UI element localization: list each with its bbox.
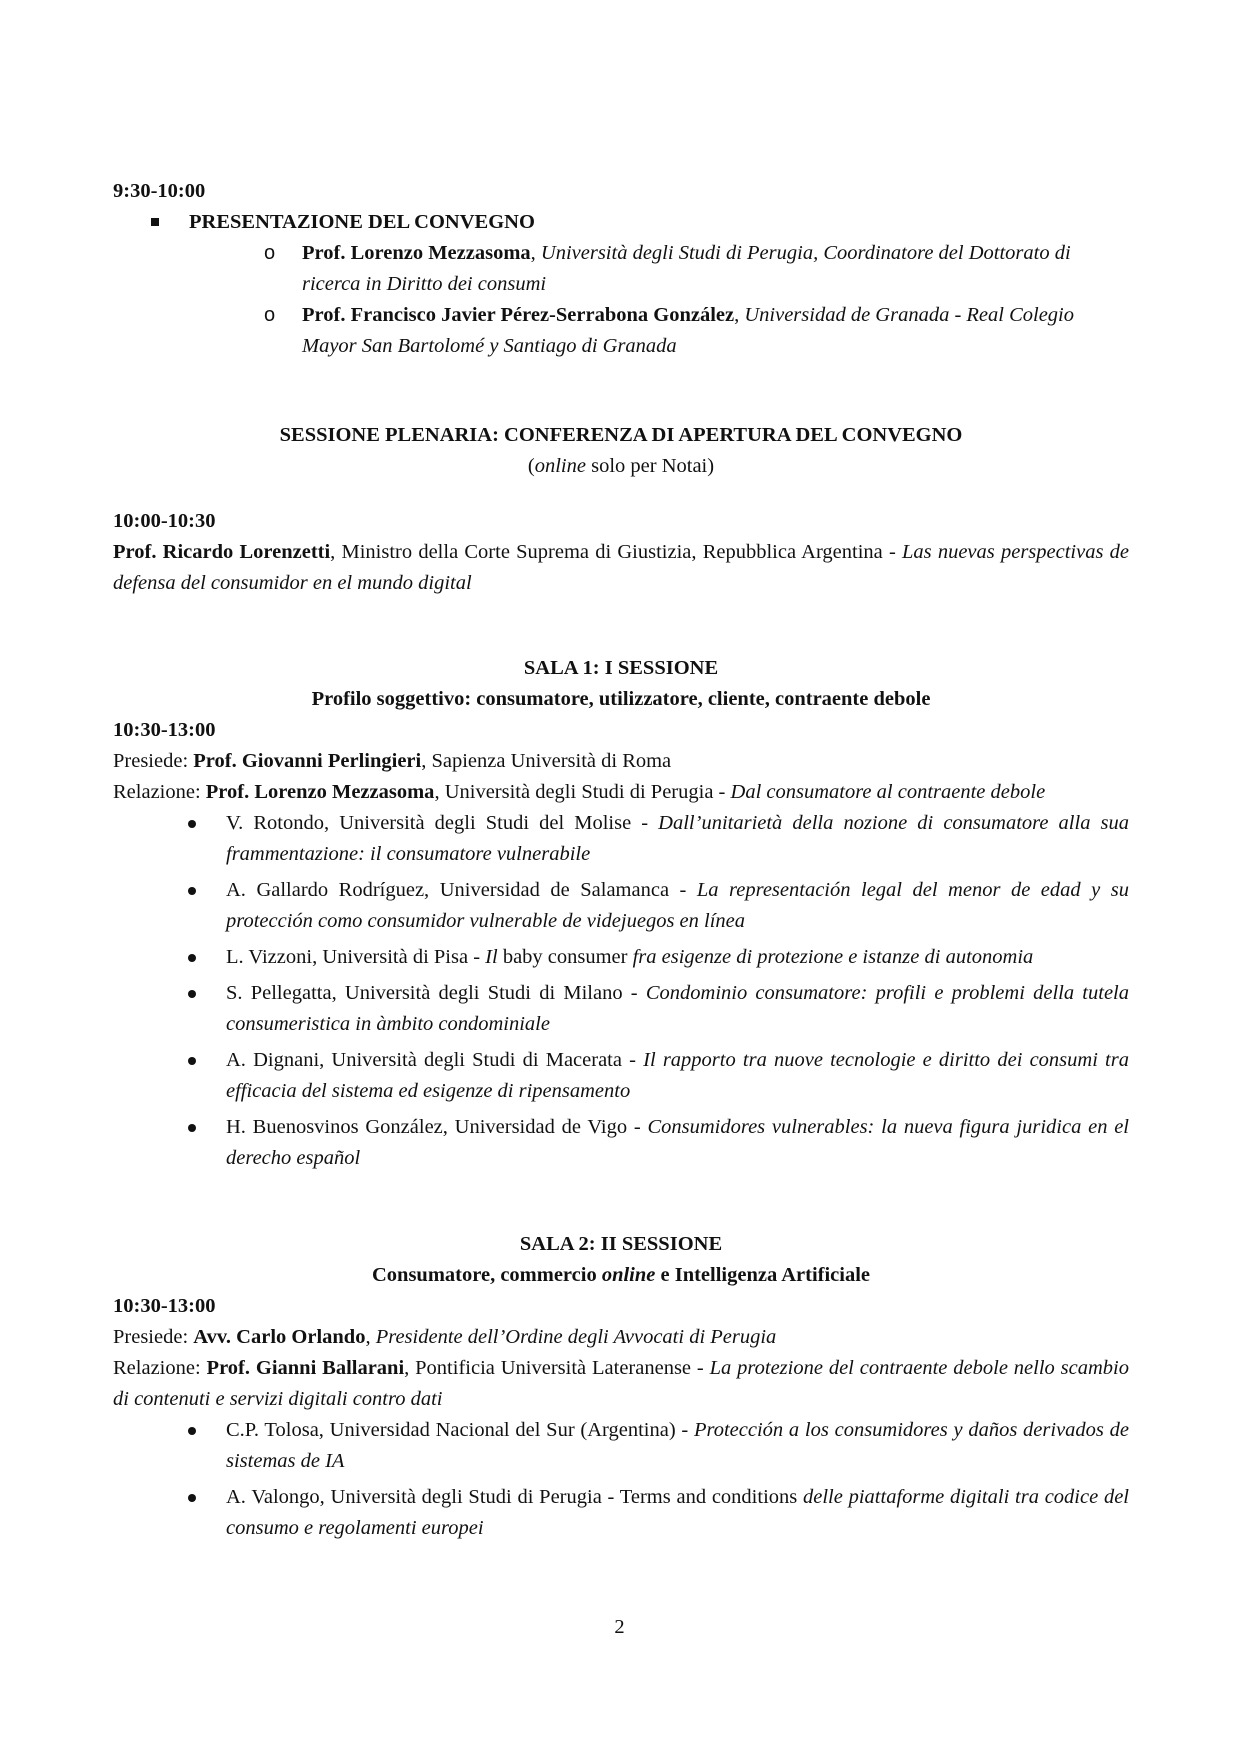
list-item: [188, 978, 1129, 1040]
bullet-icon: [188, 820, 196, 828]
bullet-icon: [188, 1124, 196, 1132]
bullet-icon: [188, 954, 196, 962]
talk-author: A. Dignani, Università degli Studi di Macerata -: [226, 1049, 644, 1071]
report-label: Relazione:: [113, 781, 206, 803]
talk-author: A. Gallardo Rodríguez, Universidad de Salamanca -: [226, 879, 697, 901]
chair-affiliation: , Sapienza Università di Roma: [421, 750, 672, 772]
online-word: online: [534, 455, 586, 477]
talk-title-plain: Terms and conditions: [619, 1486, 804, 1508]
intro-time: 9:30-10:00: [113, 180, 206, 202]
plenary-time: 10:00-10:30: [113, 510, 216, 532]
intro-list: [113, 207, 1129, 362]
circle-bullet-icon: o: [264, 304, 276, 326]
subtitle-part: e Intelligenza Artificiale: [655, 1264, 870, 1286]
separator: ,: [734, 304, 745, 326]
bullet-icon: [188, 887, 196, 895]
sala2-title: SALA 2: II SESSIONE: [519, 1233, 723, 1255]
talk-author: L. Vizzoni, Università di Pisa -: [226, 946, 486, 968]
chair-name: Prof. Giovanni Perlingieri: [193, 750, 422, 772]
talk-author: H. Buenosvinos González, Universidad de Vigo -: [226, 1116, 648, 1138]
report-title: La protezione del contraente debole nello scambio di contenuti e servizi digitali contro dati: [113, 1357, 1129, 1410]
report-name: Prof. Gianni Ballarani: [206, 1357, 405, 1379]
bullet-icon: [188, 1057, 196, 1065]
intro-title: PRESENTAZIONE DEL CONVEGNO: [189, 211, 535, 233]
bullet-icon: [188, 1427, 196, 1435]
page-number: 2: [614, 1616, 625, 1638]
intro-item: [151, 207, 1129, 362]
document-page: [113, 176, 1129, 1549]
list-item: [188, 1415, 1129, 1477]
list-item: [188, 1045, 1129, 1107]
talk-author: S. Pellegatta, Università degli Studi di Milano -: [226, 982, 646, 1004]
talk-title: La representación legal del menor de edad y su protección como consumidor vulnerable de videjuegos en línea: [226, 879, 1129, 932]
talk-title: Dall’unitarietà della nozione di consumatore alla sua frammentazione: il consumatore vulnerabile: [226, 812, 1129, 865]
talk-title-plain: baby consumer: [497, 946, 633, 968]
speaker-name: Prof. Lorenzo Mezzasoma: [302, 242, 531, 264]
report-label: Relazione:: [113, 1357, 207, 1379]
sala2-chair: [113, 1322, 1129, 1353]
speaker-name: Prof. Ricardo Lorenzetti: [113, 541, 331, 563]
report-name: Prof. Lorenzo Mezzasoma: [205, 781, 435, 803]
sala2-time: 10:30-13:00: [113, 1295, 216, 1317]
chair-label: Presiede:: [113, 1326, 194, 1348]
report-title: Dal consumatore al contraente debole: [730, 781, 1046, 803]
chair-affiliation: Presidente dell’Ordine degli Avvocati di Perugia: [375, 1326, 777, 1348]
report-affiliation: , Pontificia Università Lateranense -: [404, 1357, 710, 1379]
separator: ,: [530, 242, 541, 264]
plenary-subtitle: [113, 451, 1129, 482]
sala1-time: 10:30-13:00: [113, 719, 216, 741]
sala2-report: [113, 1353, 1129, 1415]
talk-author: V. Rotondo, Università degli Studi del Molise -: [226, 812, 659, 834]
sala1-report: [113, 777, 1129, 808]
subtitle-rest: solo per Notai): [585, 455, 715, 477]
talk-title: Il rapporto tra nuove tecnologie e diritto dei consumi tra efficacia del sistema ed esigenze di ripensamento: [226, 1049, 1129, 1102]
separator: ,: [365, 1326, 376, 1348]
list-item: [188, 1112, 1129, 1174]
chair-label: Presiede:: [113, 750, 194, 772]
list-item: [188, 942, 1129, 973]
talk-title: Las nuevas perspectivas de defensa del consumidor en el mundo digital: [113, 541, 1129, 594]
talk-title: Condominio consumatore: profili e problemi della tutela consumeristica in àmbito condominiale: [226, 982, 1129, 1035]
intro-speaker: [264, 238, 1129, 300]
square-bullet-icon: [151, 218, 159, 226]
bullet-icon: [188, 990, 196, 998]
sala1-chair: [113, 746, 1129, 777]
talk-author: A. Valongo, Università degli Studi di Perugia -: [226, 1486, 620, 1508]
talk-title: Il: [485, 946, 498, 968]
sala1-talk-list: [113, 808, 1129, 1174]
talk-author: C.P. Tolosa, Universidad Nacional del Sur (Argentina) -: [226, 1419, 694, 1441]
talk-title: Protección a los consumidores y daños derivados de sistemas de IA: [226, 1419, 1129, 1472]
intro-speaker: [264, 300, 1129, 362]
speaker-affiliation: Universidad de Granada - Real Colegio Mayor San Bartolomé y Santiago di Granada: [302, 304, 1075, 357]
intro-speaker-list: [189, 238, 1129, 362]
sala1-title: SALA 1: I SESSIONE: [523, 657, 719, 679]
talk-title: fra esigenze di protezione e istanze di autonomia: [632, 946, 1034, 968]
sala2-subtitle: [113, 1260, 1129, 1291]
report-affiliation: , Università degli Studi di Perugia -: [434, 781, 731, 803]
talk-title: Consumidores vulnerables: la nueva figura juridica en el derecho español: [226, 1116, 1129, 1169]
plenary-talk: [113, 537, 1129, 599]
paren: (: [527, 455, 535, 477]
subtitle-part: Consumatore, commercio: [372, 1264, 602, 1286]
list-item: [188, 1482, 1129, 1544]
circle-bullet-icon: o: [264, 242, 276, 264]
list-item: [188, 875, 1129, 937]
talk-title: delle piattaforme digitali tra codice del consumo e regolamenti europei: [226, 1486, 1129, 1539]
list-item: [188, 808, 1129, 870]
chair-name: Avv. Carlo Orlando: [193, 1326, 366, 1348]
speaker-affiliation: Università degli Studi di Perugia, Coordinatore del Dottorato di ricerca in Diritto dei consumi: [302, 242, 1071, 295]
bullet-icon: [188, 1494, 196, 1502]
speaker-name: Prof. Francisco Javier Pérez-Serrabona González: [302, 304, 735, 326]
online-word: online: [601, 1264, 656, 1286]
plenary-title: SESSIONE PLENARIA: CONFERENZA DI APERTURA DEL CONVEGNO: [279, 424, 963, 446]
sala1-subtitle: Profilo soggettivo: consumatore, utilizzatore, cliente, contraente debole: [311, 688, 931, 710]
sala2-talk-list: [113, 1415, 1129, 1544]
speaker-affiliation: , Ministro della Corte Suprema di Giustizia, Repubblica Argentina -: [330, 541, 902, 563]
